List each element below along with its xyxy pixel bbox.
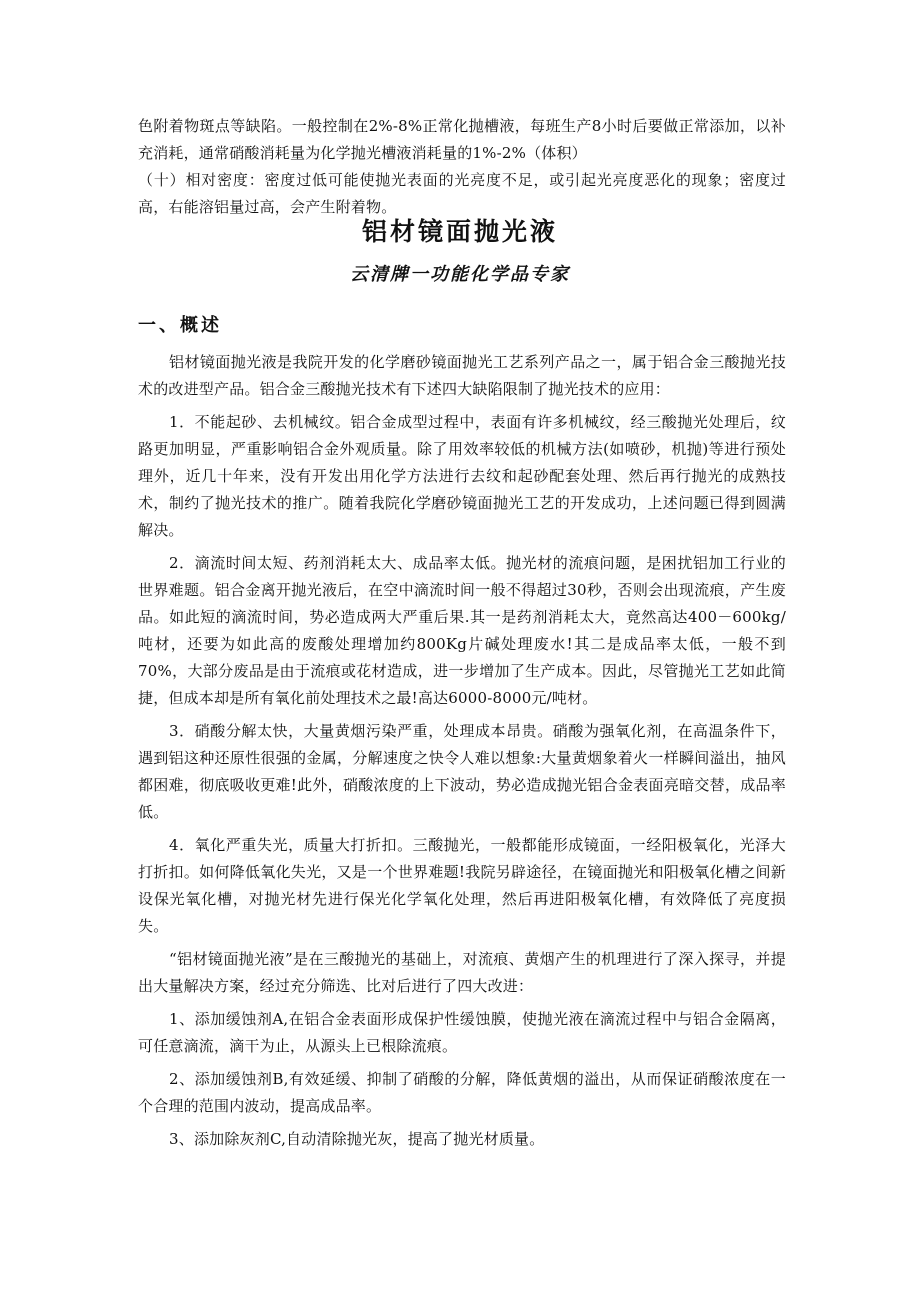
paragraph: 4．氧化严重失光，质量大打折扣。三酸抛光，一般都能形成镜面，一经阳极氧化，光泽大打折扣。如何降低氧化失光，又是一个世界难题!我院另辟途径，在镜面抛光和阳极氧化槽之间新设保光氧化槽，对抛光材先进行保光化学氧化处理，然后再进阳极氧化槽，有效降低了亮度损失。 [138, 836, 786, 935]
paragraph: 3、添加除灰剂C,自动清除抛光灰，提高了抛光材质量。 [169, 1130, 545, 1148]
paragraph: 2．滴流时间太短、药剂消耗太大、成品率太低。抛光材的流痕问题，是困扰铝加工行业的世界难题。铝合金离开抛光液后，在空中滴流时间一般不得超过30秒，否则会出现流痕，产生废品。如此短的滴流时间，势必造成两大严重后果.其一是药剂消耗太大，竟然高达400－600kg/吨材，还要为如此高的废酸处理增加约800Kg片碱处理废水!其二是成品率太低，一般不到70%，大部分废品是由于流痕或花材造成，进一步增加了生产成本。因此，尽管抛光工艺如此简捷，但成本却是所有氧化前处理技术之最!高达6000-8000元/吨材。 [138, 554, 786, 707]
paragraph: 铝材镜面抛光液是我院开发的化学磨砂镜面抛光工艺系列产品之一，属于铝合金三酸抛光技术的改进型产品。铝合金三酸抛光技术有下述四大缺陷限制了抛光技术的应用： [138, 353, 786, 398]
section-heading: 一、概述 [138, 315, 222, 336]
paragraph: 色附着物斑点等缺陷。一般控制在2%-8%正常化抛槽液，每班生产8小时后要做正常添加，以补充消耗，通常硝酸消耗量为化学抛光槽液消耗量的1%-2%（体积） [138, 117, 786, 162]
document-title: 铝材镜面抛光液 [361, 217, 558, 246]
paragraph: 1、添加缓蚀剂A,在铝合金表面形成保护性缓蚀膜，使抛光液在滴流过程中与铝合金隔离，可任意滴流，滴干为止，从源头上已根除流痕。 [138, 1010, 786, 1055]
paragraph: “铝材镜面抛光液”是在三酸抛光的基础上，对流痕、黄烟产生的机理进行了深入探寻，并提出大量解决方案，经过充分筛选、比对后进行了四大改进： [138, 950, 786, 995]
paragraph: 3．硝酸分解太快，大量黄烟污染严重，处理成本昂贵。硝酸为强氧化剂，在高温条件下，遇到铝这种还原性很强的金属，分解速度之快令人难以想象:大量黄烟象着火一样瞬间溢出，抽风都困难，彻底吸收更难!此外，硝酸浓度的上下波动，势必造成抛光铝合金表面亮暗交替，成品率低。 [138, 722, 786, 821]
section-body [138, 349, 786, 1159]
paragraph: 2、添加缓蚀剂B,有效延缓、抑制了硝酸的分解，降低黄烟的溢出，从而保证硝酸浓度在一个合理的范围内波动，提高成品率。 [138, 1070, 786, 1115]
document-subtitle: 云清牌一功能化学品专家 [350, 264, 570, 285]
continued-text [138, 113, 786, 221]
paragraph: 1．不能起砂、去机械纹。铝合金成型过程中，表面有许多机械纹，经三酸抛光处理后，纹路更加明显，严重影响铝合金外观质量。除了用效率较低的机械方法(如喷砂，机抛)等进行预处理外，近几十年来，没有开发出用化学方法进行去纹和起砂配套处理、然后再行抛光的成熟技术，制约了抛光技术的推广。随着我院化学磨砂镜面抛光工艺的开发成功，上述问题已得到圆满解决。 [138, 413, 786, 539]
paragraph: （十）相对密度：密度过低可能使抛光表面的光亮度不足，或引起光亮度恶化的现象；密度过高，右能溶铝量过高，会产生附着物。 [138, 171, 786, 216]
